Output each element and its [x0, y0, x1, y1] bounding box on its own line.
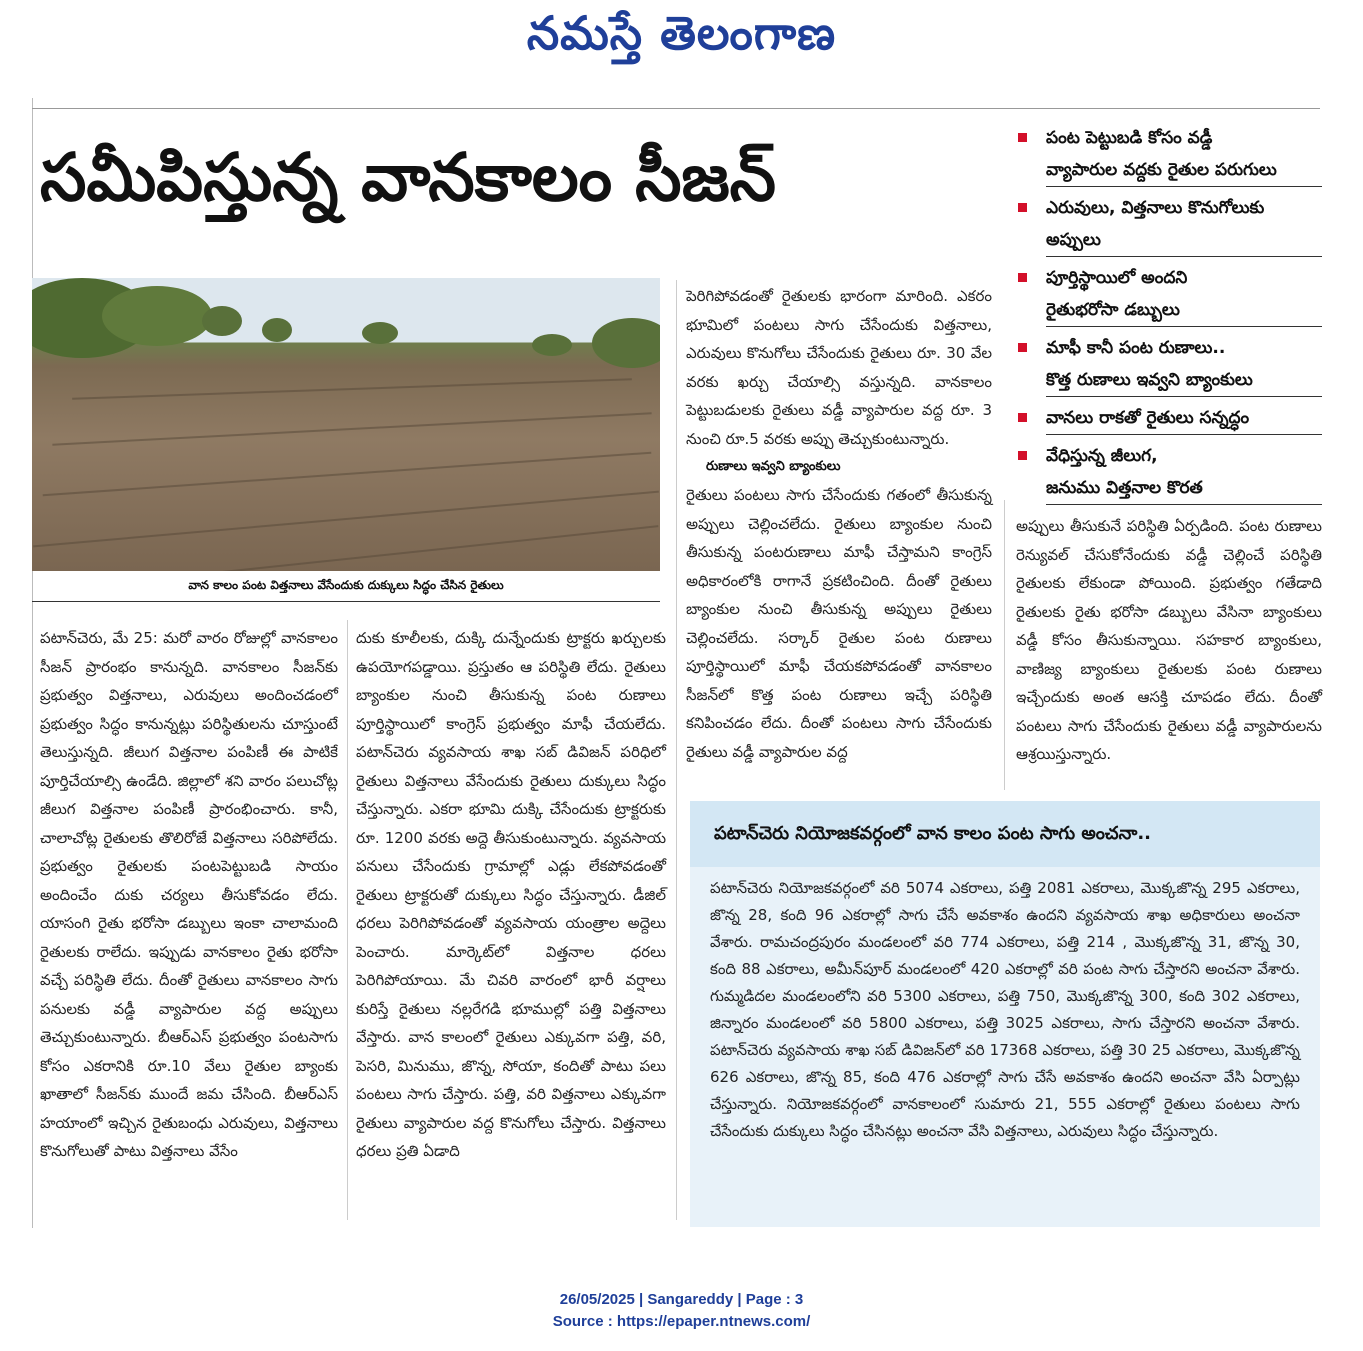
highlight-line: జనుము విత్తనాల కొరత — [1046, 472, 1322, 505]
highlight-line: ఎరువులు, విత్తనాలు కొనుగోలుకు — [1046, 198, 1265, 218]
highlight-item — [1012, 122, 1322, 187]
highlight-item — [1012, 402, 1322, 435]
highlight-line: మాఫీ కానీ పంట రుణాలు.. — [1046, 338, 1226, 358]
infobox-title: పటాన్‌చెరు నియోజకవర్గంలో వాన కాలం పంట సాగు అంచనా.. — [690, 801, 1320, 867]
article-column-2: దుకు కూలీలకు, దుక్కి దున్నేందుకు ట్రాక్టరు ఖర్చులకు ఉపయోగపడ్డాయి. ప్రస్తుతం ఆ పరిస్థితి లేదు. రైతులు బ్యాంకుల నుంచి తీసుకున్న పంట రుణాలు పూర్తిస్థాయిలో కాంగ్రెస్ ప్రభుత్వం మాఫీ చేయలేదు. పటాన్‌చెరు వ్యవసాయ శాఖ సబ్ డివిజన్ పరిధిలో రైతులు విత్తనాలు వేసేందుకు రైతులు దుక్కులు సిద్ధం చేస్తున్నారు. ఎకరా భూమి దుక్కి చేసేందుకు ట్రాక్టరుకు రూ. 1200 వరకు అద్దె తీసుకుంటున్నారు. వ్యవసాయ పనులు చేసేందుకు గ్రామాల్లో ఎడ్లు లేకపోవడంతో రైతులు ట్రాక్టరుతో దుక్కులు సిద్ధం చేస్తున్నారు. డీజిల్ ధరలు పెరిగిపోవడంతో వ్యవసాయ యంత్రాల అద్దెలు పెంచారు. మార్కెట్‌లో విత్తనాల ధరలు పెరిగిపోయాయి. మే చివరి వారంలో భారీ వర్షాలు కురిస్తే రైతులు నల్లరేగడి భూముల్లో పత్తి విత్తనాలు వేస్తారు. వాన కాలంలో రైతులు ఎక్కువగా పత్తి, వరి, పెసరి, మినుము, జొన్న, సోయా, కందితో పాటు పలు పంటలు సాగు చేస్తారు. పత్తి, వరి విత్తనాలు ఎక్కువగా రైతులు వ్యాపారుల వద్ద కొనుగోలు చేస్తారు. విత్తనాలు ధరలు ప్రతి ఏడాది — [356, 629, 666, 1160]
infobox-text: పటాన్‌చెరు నియోజకవర్గంలో వరి 5074 ఎకరాలు, పత్తి 2081 ఎకరాలు, మొక్కజొన్న 295 ఎకరాలు, జొన్న 28, కంది 96 ఎకరాల్లో సాగు చేసే అవకాశం ఉందని వ్యవసాయ శాఖ అధికారులు అంచనా వేశారు. రామచంద్రపురం మండలంలో వరి 774 ఎకరాలు, పత్తి 214 , మొక్కజొన్న 31, జొన్న 30, కంది 88 ఎకరాలు, అమీన్‌పూర్ మండలంలో 420 ఎకరాల్లో వరి పంట సాగు చేస్తారని అంచనా వేశారు. గుమ్మడిదల మండలంలోని వరి 5300 ఎకరాలు, పత్తి 750, మొక్కజొన్న 300, కంది 302 ఎకరాలు, జిన్నారం మండలంలో వరి 5800 ఎకరాలు, పత్తి 3025 ఎకరాలు, సాగు చేస్తారని అంచనా వేశారు. పటాన్‌చెరు వ్యవసాయ శాఖ సబ్ డివిజన్‌లో వరి 17368 ఎకరాలు, పత్తి 30 25 ఎకరాలు, మొక్కజొన్న 626 ఎకరాలు, జొన్న 85, కంది 476 ఎకరాల్లో సాగు చేసే అవకాశం ఉందని అంచనా వేసి ఏర్పాట్లు చేస్తున్నారు. నియోజకవర్గంలో వానకాలంలో సుమారు 21, 555 ఎకరాల్లో రైతులు పంటలు సాగు చేసేందుకు దుక్కులు సిద్ధం చేసినట్లు అంచనా వేసి విత్తనాలు, ఎరువులు సిద్ధం చేస్తున్నారు. — [710, 879, 1300, 1140]
highlight-line: వ్యాపారుల వద్దకు రైతుల పరుగులు — [1046, 154, 1322, 187]
highlight-item — [1012, 262, 1322, 327]
newspaper-masthead: నమస్తే తెలంగాణ — [526, 6, 837, 60]
crop-estimate-infobox — [690, 801, 1320, 1227]
left-margin-rule — [32, 98, 33, 1228]
highlight-line: వానలు రాకతో రైతులు సన్నద్ధం — [1046, 402, 1322, 435]
highlights-list — [1012, 122, 1322, 510]
article-paragraph: రైతులు పంటలు సాగు చేసేందుకు గతంలో తీసుకున్న అప్పులు చెల్లించలేదు. రైతులు బ్యాంకుల నుంచి తీసుకున్న పంటరుణాలు మాఫీ చేస్తామని కాంగ్రెస్ అధికారంలోకి రాగానే ప్రకటించింది. దీంతో రైతులు బ్యాంకుల నుంచి తీసుకున్న అప్పులు రైతులు చెల్లించలేదు. సర్కార్ రైతుల పంట రుణాలు పూర్తిస్థాయిలో మాఫీ చేయకపోవడంతో వానకాలం సీజన్‌లో కొత్త పంట రుణాలు ఇచ్చే పరిస్థితి కనిపించడం లేదు. దీంతో పంటలు సాగు చేసేందుకు రైతులు వడ్డీ వ్యాపారుల వద్ద — [686, 486, 992, 761]
footer-source-link[interactable]: Source : https://epaper.ntnews.com/ — [552, 1313, 811, 1330]
highlight-line: కొత్త రుణాలు ఇవ్వని బ్యాంకులు — [1046, 364, 1322, 397]
article-paragraph: పెరిగిపోవడంతో రైతులకు భారంగా మారింది. ఎకరం భూమిలో పంటలు సాగు చేసేందుకు విత్తనాలు, ఎరువులు కొనుగోలు చేసేందుకు రైతులు రూ. 30 వేల వరకు ఖర్చు చేయాల్సి వస్తున్నది. వానకాలం పెట్టుబడులకు రైతులు వడ్డీ వ్యాపారుల వద్ద రూ. 3 నుంచి రూ.5 వరకు అప్పు తెచ్చుకుంటున్నారు. — [686, 287, 992, 448]
highlight-item — [1012, 192, 1322, 257]
footer-date-line: 26/05/2025 | Sangareddy | Page : 3 — [559, 1291, 804, 1308]
bullet-square-icon — [1018, 133, 1027, 142]
highlight-line: పంట పెట్టుబడి కోసం వడ్డీ — [1046, 128, 1213, 148]
bullet-square-icon — [1018, 203, 1027, 212]
bullet-square-icon — [1018, 413, 1027, 422]
bullet-square-icon — [1018, 343, 1027, 352]
article-column-3 — [686, 282, 992, 766]
article-subheading: రుణాలు ఇవ్వని బ్యాంకులు — [706, 459, 841, 474]
top-divider — [32, 108, 1320, 109]
plowed-field-photo — [32, 278, 660, 571]
column-divider — [347, 620, 348, 1220]
highlight-line: అప్పులు — [1046, 224, 1322, 257]
highlight-line: రైతుభరోసా డబ్బులు — [1046, 294, 1322, 327]
column-divider — [1004, 500, 1005, 790]
column-divider — [676, 280, 677, 1220]
bullet-square-icon — [1018, 273, 1027, 282]
bullet-square-icon — [1018, 451, 1027, 460]
highlight-item — [1012, 332, 1322, 397]
highlight-line: పూర్తిస్థాయిలో అందని — [1046, 268, 1188, 288]
article-column-4: అప్పులు తీసుకునే పరిస్థితి ఏర్పడింది. పంట రుణాలు రెన్యువల్ చేసుకోనేందుకు వడ్డీ చెల్లించే పరిస్థితి రైతులకు లేకుండా పోయింది. ప్రభుత్వం గతేడాది రైతులకు రైతు భరోసా డబ్బులు వేసినా బ్యాంకులు వడ్డీ కోసం తీసుకున్నాయి. సహకార బ్యాంకులు, వాణిజ్య బ్యాంకులు రైతులకు పంట రుణాలు ఇచ్చేందుకు అంత ఆసక్తి చూపడం లేదు. దీంతో పంటలు సాగు చేసేందుకు రైతులు వడ్డీ వ్యాపారులను ఆశ్రయిస్తున్నారు. — [1016, 517, 1322, 763]
page-footer — [0, 1289, 1363, 1333]
article-column-1: పటాన్‌చెరు, మే 25: మరో వారం రోజుల్లో వానకాలం సీజన్ ప్రారంభం కానున్నది. వానకాలం సీజన్‌కు ప్రభుత్వం విత్తనాలు, ఎరువులు అందించడంలో ప్రభుత్వం సిద్ధం కానున్నట్లు పరిస్థితులను చూస్తుంటే తెలుస్తున్నది. జీలుగ విత్తనాల పంపిణీ ఈ పాటికే పూర్తిచేయాల్సి ఉండేది. జిల్లాలో శని వారం పలుచోట్ల జీలుగ విత్తనాల పంపిణీ ప్రారంభించారు. కానీ, చాలాచోట్ల రైతులకు తొలిరోజే విత్తనాలు సరిపోలేదు. ప్రభుత్వం రైతులకు పంటపెట్టుబడి సాయం అందించేం దుకు చర్యలు తీసుకోవడం లేదు. యాసంగి రైతు భరోసా డబ్బులు ఇంకా చాలామంది రైతులకు రాలేదు. ఇప్పుడు వానకాలం రైతు భరోసా వచ్చే పరిస్థితి లేదు. దీంతో రైతులు వానకాలం సాగు పనులకు వడ్డీ వ్యాపారుల వద్ద అప్పులు తెచ్చుకుంటున్నారు. బీఆర్‌ఎస్ ప్రభుత్వం పంటసాగు కోసం ఎకరానికి రూ.10 వేలు రైతుల బ్యాంకు ఖాతాలో సీజన్‌కు ముందే జమ చేసింది. బీఆర్‌ఎస్ హయాంలో ఇచ్చిన రైతుబంధు ఎరువులు, విత్తనాలు కొనుగోలుతో పాటు విత్తనాలు వేసేం — [40, 629, 338, 1160]
article-headline: సమీపిస్తున్న వానకాలం సీజన్ — [40, 139, 776, 216]
highlight-line: వేధిస్తున్న జీలుగ, — [1046, 446, 1158, 466]
highlight-item — [1012, 440, 1322, 505]
photo-caption: వాన కాలం పంట విత్తనాలు వేసేందుకు దుక్కులు సిద్ధం చేసిన రైతులు — [32, 578, 660, 602]
